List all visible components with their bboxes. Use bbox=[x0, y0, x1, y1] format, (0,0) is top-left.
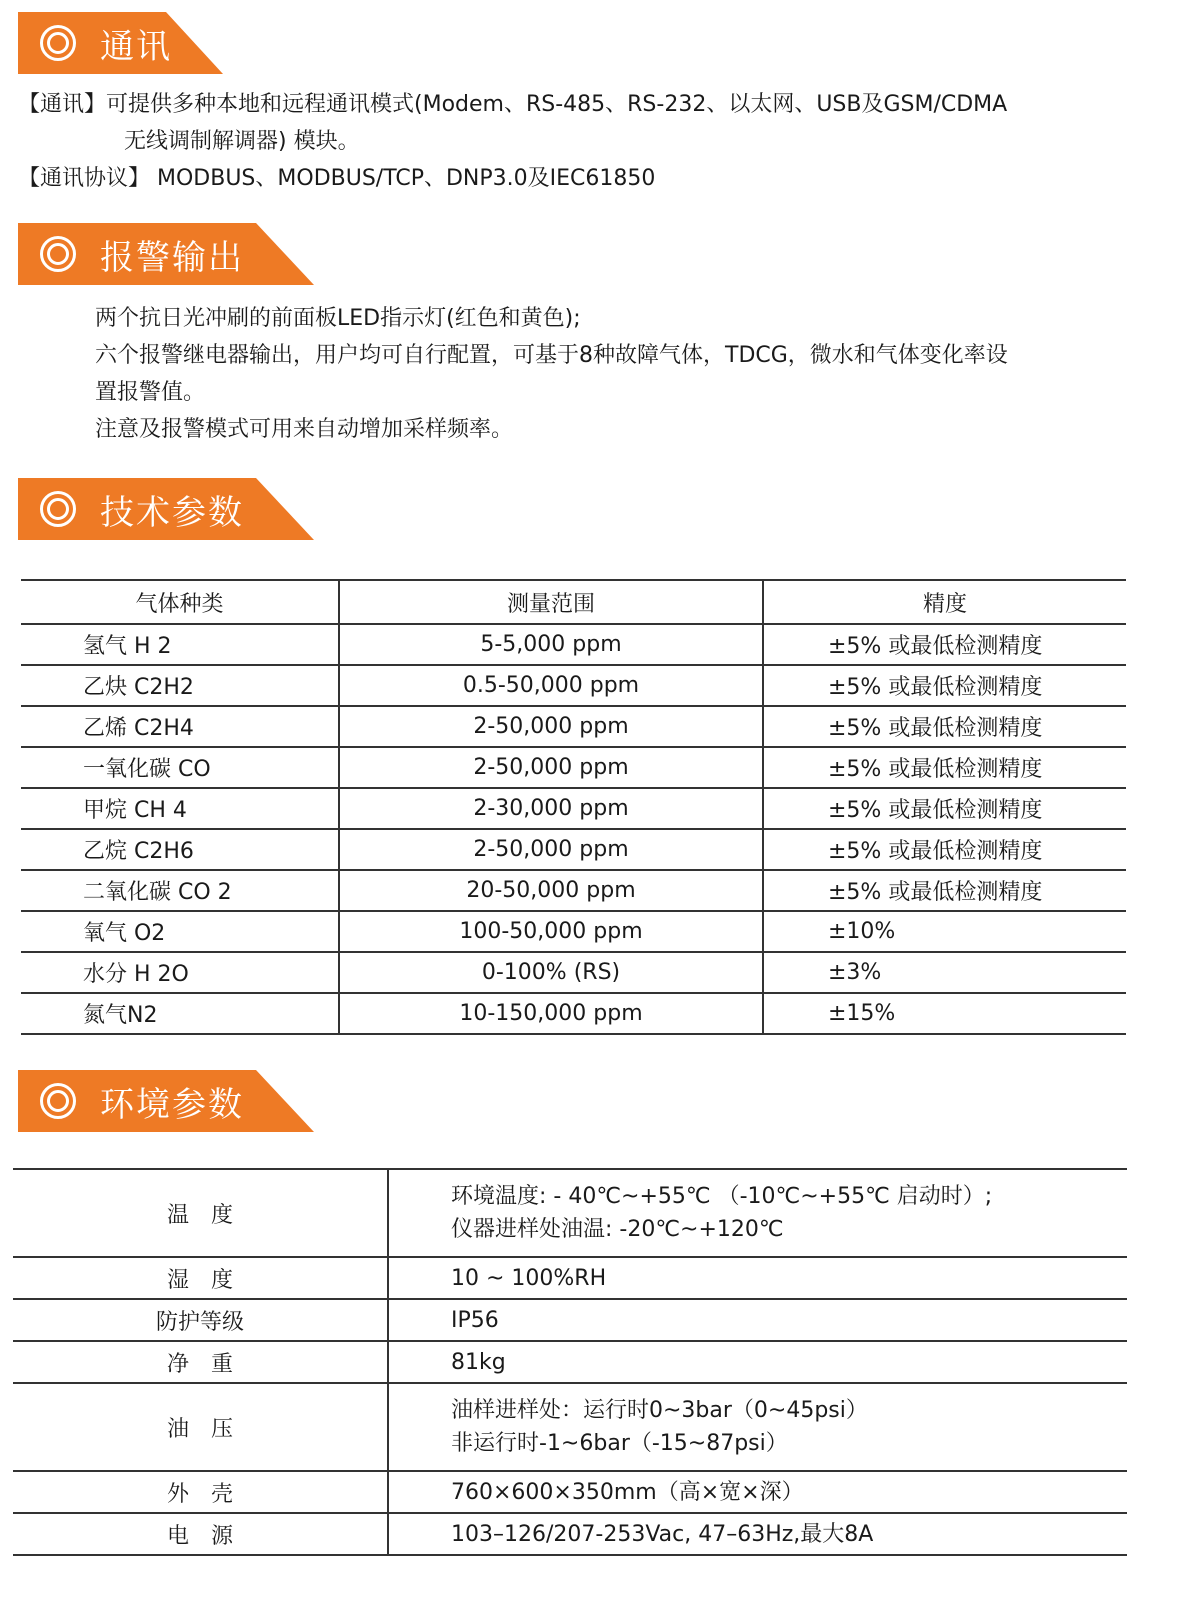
alarm-paragraph bbox=[95, 300, 1008, 448]
section-banner-alarm bbox=[18, 223, 244, 285]
table-row bbox=[13, 1169, 1127, 1257]
table-row bbox=[13, 1471, 1127, 1513]
table-row bbox=[21, 665, 1126, 706]
section-title: 通讯 bbox=[100, 26, 172, 67]
param-value bbox=[388, 1383, 1127, 1471]
accuracy-cell: ±5% 或最低检测精度 bbox=[763, 624, 1126, 665]
gas-cell: 水分 H 2O bbox=[21, 952, 339, 993]
section-banner-comm bbox=[18, 12, 172, 74]
gas-cell: 乙烯 C2H4 bbox=[21, 706, 339, 747]
tech-params-table bbox=[21, 579, 1126, 1035]
param-label: 外 壳 bbox=[13, 1471, 388, 1513]
range-cell: 5-5,000 ppm bbox=[339, 624, 763, 665]
param-value-line: 油样进样处：运行时0~3bar（0~45psi） bbox=[451, 1398, 868, 1423]
accuracy-cell: ±5% 或最低检测精度 bbox=[763, 706, 1126, 747]
section-title: 技术参数 bbox=[100, 492, 244, 533]
param-label: 电 源 bbox=[13, 1513, 388, 1555]
gas-cell: 乙烷 C2H6 bbox=[21, 829, 339, 870]
section-title: 环境参数 bbox=[100, 1084, 244, 1125]
range-cell: 0-100% (RS) bbox=[339, 952, 763, 993]
accuracy-cell: ±3% bbox=[763, 952, 1126, 993]
table-row bbox=[21, 624, 1126, 665]
circle-target-icon bbox=[40, 25, 76, 61]
table-header-row bbox=[21, 580, 1126, 624]
comm-paragraph bbox=[18, 86, 1007, 197]
circle-target-icon bbox=[40, 1083, 76, 1119]
table-row bbox=[21, 706, 1126, 747]
param-value: 103–126/207-253Vac, 47–63Hz,最大8A bbox=[388, 1513, 1127, 1555]
accuracy-cell: ±15% bbox=[763, 993, 1126, 1034]
accuracy-cell: ±10% bbox=[763, 911, 1126, 952]
gas-cell: 乙炔 C2H2 bbox=[21, 665, 339, 706]
accuracy-cell: ±5% 或最低检测精度 bbox=[763, 870, 1126, 911]
param-value-line: 非运行时-1~6bar（-15~87psi） bbox=[451, 1431, 788, 1456]
gas-cell: 氢气 H 2 bbox=[21, 624, 339, 665]
accuracy-cell: ±5% 或最低检测精度 bbox=[763, 665, 1126, 706]
section-banner-tech bbox=[18, 478, 244, 540]
comm-line: 【通讯】可提供多种本地和远程通讯模式(Modem、RS-485、RS-232、以太网、USB及GSM/CDMA bbox=[18, 92, 1008, 117]
alarm-line: 注意及报警模式可用来自动增加采样频率。 bbox=[95, 417, 514, 442]
table-row bbox=[13, 1257, 1127, 1299]
table-row bbox=[13, 1341, 1127, 1383]
comm-line: 无线调制解调器) 模块。 bbox=[124, 129, 360, 154]
circle-target-icon bbox=[40, 236, 76, 272]
param-value: 81kg bbox=[388, 1341, 1127, 1383]
accuracy-cell: ±5% 或最低检测精度 bbox=[763, 788, 1126, 829]
param-label: 湿 度 bbox=[13, 1257, 388, 1299]
range-cell: 20-50,000 ppm bbox=[339, 870, 763, 911]
table-row bbox=[21, 788, 1126, 829]
header-range: 测量范围 bbox=[339, 580, 763, 624]
table-row bbox=[21, 993, 1126, 1034]
section-title: 报警输出 bbox=[100, 237, 244, 278]
gas-cell: 氧气 O2 bbox=[21, 911, 339, 952]
table-row bbox=[13, 1383, 1127, 1471]
comm-protocol-line: 【通讯协议】 MODBUS、MODBUS/TCP、DNP3.0及IEC61850 bbox=[18, 166, 656, 191]
range-cell: 2-30,000 ppm bbox=[339, 788, 763, 829]
param-label: 净 重 bbox=[13, 1341, 388, 1383]
table-row bbox=[21, 829, 1126, 870]
range-cell: 2-50,000 ppm bbox=[339, 747, 763, 788]
circle-target-icon bbox=[40, 491, 76, 527]
table-row bbox=[13, 1513, 1127, 1555]
table-row bbox=[13, 1299, 1127, 1341]
table-row bbox=[21, 952, 1126, 993]
param-value-line: 环境温度: - 40℃~+55℃ （-10℃~+55℃ 启动时）; bbox=[451, 1184, 993, 1209]
gas-cell: 一氧化碳 CO bbox=[21, 747, 339, 788]
range-cell: 0.5-50,000 ppm bbox=[339, 665, 763, 706]
range-cell: 100-50,000 ppm bbox=[339, 911, 763, 952]
alarm-line: 置报警值。 bbox=[95, 380, 206, 405]
table-row bbox=[21, 870, 1126, 911]
gas-cell: 二氧化碳 CO 2 bbox=[21, 870, 339, 911]
accuracy-cell: ±5% 或最低检测精度 bbox=[763, 829, 1126, 870]
param-value-line: 仪器进样处油温: -20℃~+120℃ bbox=[451, 1217, 784, 1242]
alarm-line: 六个报警继电器输出，用户均可自行配置，可基于8种故障气体，TDCG，微水和气体变化率设 bbox=[95, 343, 1008, 368]
table-row bbox=[21, 747, 1126, 788]
range-cell: 10-150,000 ppm bbox=[339, 993, 763, 1034]
header-gas-type: 气体种类 bbox=[21, 580, 339, 624]
alarm-line: 两个抗日光冲刷的前面板LED指示灯(红色和黄色); bbox=[95, 306, 581, 331]
env-params-table bbox=[13, 1168, 1127, 1556]
param-label: 防护等级 bbox=[13, 1299, 388, 1341]
range-cell: 2-50,000 ppm bbox=[339, 829, 763, 870]
header-accuracy: 精度 bbox=[763, 580, 1126, 624]
gas-cell: 甲烷 CH 4 bbox=[21, 788, 339, 829]
range-cell: 2-50,000 ppm bbox=[339, 706, 763, 747]
table-row bbox=[21, 911, 1126, 952]
param-value: 760×600×350mm（高×宽×深） bbox=[388, 1471, 1127, 1513]
param-value: IP56 bbox=[388, 1299, 1127, 1341]
param-value: 10 ~ 100%RH bbox=[388, 1257, 1127, 1299]
param-value bbox=[388, 1169, 1127, 1257]
section-banner-env bbox=[18, 1070, 244, 1132]
gas-cell: 氮气N2 bbox=[21, 993, 339, 1034]
accuracy-cell: ±5% 或最低检测精度 bbox=[763, 747, 1126, 788]
param-label: 温 度 bbox=[13, 1169, 388, 1257]
param-label: 油 压 bbox=[13, 1383, 388, 1471]
